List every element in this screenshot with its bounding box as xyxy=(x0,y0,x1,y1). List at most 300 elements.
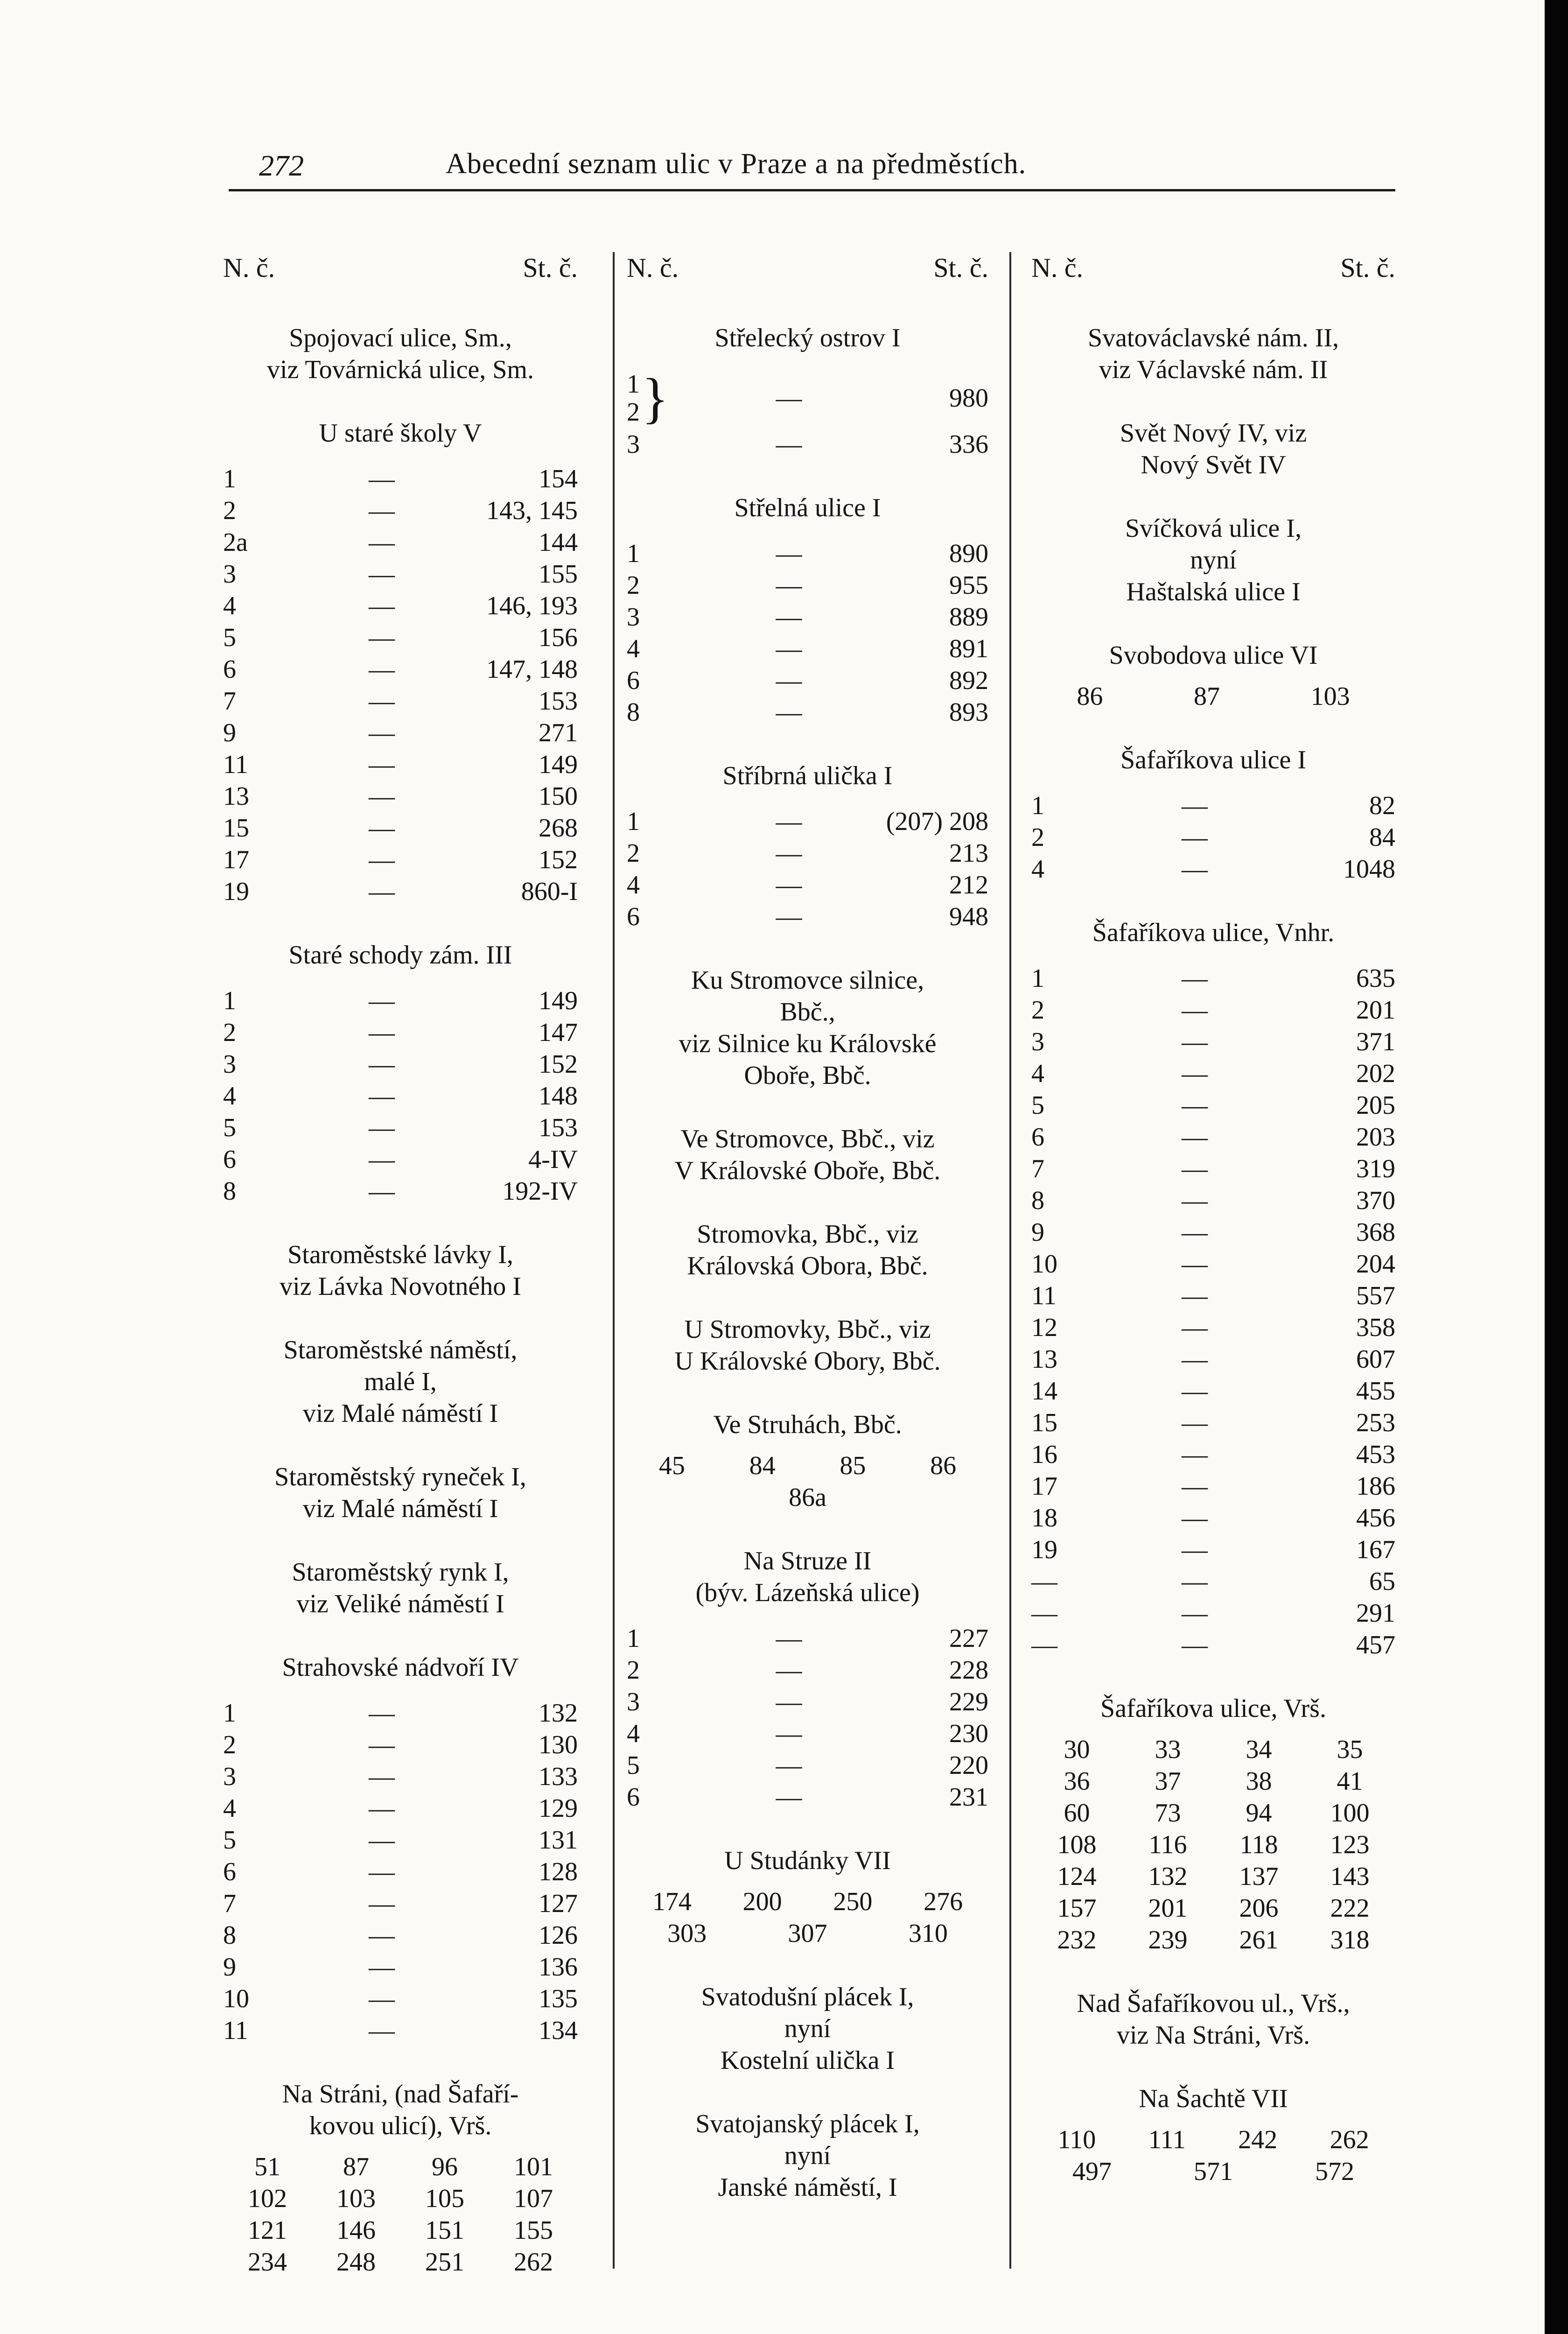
grid-cell: 41 xyxy=(1337,1767,1363,1796)
row-dash: — xyxy=(369,1762,395,1791)
street-entry xyxy=(1031,917,1395,1661)
street-name: Stříbrná ulička I xyxy=(722,761,893,790)
table-row xyxy=(627,665,988,696)
table-row xyxy=(627,368,988,429)
grid-cell: 151 xyxy=(425,2216,464,2245)
row-st-c: 457 xyxy=(1356,1631,1395,1659)
row-dash: — xyxy=(369,1177,395,1206)
column-heading xyxy=(223,252,578,285)
row-st-c: 135 xyxy=(539,1984,578,2013)
street-entry xyxy=(223,1461,578,1525)
street-entry xyxy=(1031,640,1395,712)
row-dash: — xyxy=(1182,1123,1208,1152)
table-row xyxy=(627,696,988,728)
street-entry xyxy=(223,1652,578,2046)
row-n-c: 7 xyxy=(1031,1154,1044,1183)
grid-cell: 146 xyxy=(336,2216,376,2245)
row-n-c: 5 xyxy=(627,1751,640,1780)
row-st-c: 213 xyxy=(949,839,988,868)
grid-cell: 33 xyxy=(1155,1735,1181,1764)
table-row xyxy=(627,1750,988,1781)
list-row xyxy=(627,1450,988,1482)
row-st-c: 291 xyxy=(1356,1599,1395,1628)
grid-cell: 100 xyxy=(1330,1799,1370,1828)
row-n-c: 4 xyxy=(1031,1059,1044,1088)
row-st-c: 891 xyxy=(949,634,988,663)
row-n-c: 2 xyxy=(627,839,640,868)
street-name: Na Stráni, (nad Šafaří- kovou ulicí), Vrš. xyxy=(282,2080,519,2140)
grid-cell: 87 xyxy=(343,2152,369,2181)
table-row xyxy=(627,806,988,837)
street-name: Svatováclavské nám. II, viz Václavské nám. II xyxy=(1087,323,1339,384)
grid-cell: 262 xyxy=(514,2248,553,2277)
heading-st-c: St. č. xyxy=(933,253,988,283)
row-n-c: 3 xyxy=(223,1762,236,1791)
table-row xyxy=(223,654,578,685)
row-st-c: 149 xyxy=(539,986,578,1015)
table-row xyxy=(223,812,578,844)
row-st-c: 192-IV xyxy=(502,1177,578,1206)
row-dash: — xyxy=(369,877,395,906)
row-dash: — xyxy=(776,1687,802,1716)
row-dash: — xyxy=(1182,855,1208,884)
table-row xyxy=(1031,790,1395,822)
row-st-c: 607 xyxy=(1356,1345,1395,1374)
table-row xyxy=(223,1697,578,1729)
row-n-c: 1 xyxy=(1031,964,1044,993)
table-row xyxy=(223,1951,578,1983)
brace-number: 2 xyxy=(627,398,640,427)
row-st-c: 227 xyxy=(949,1624,988,1653)
row-dash: — xyxy=(369,496,395,525)
street-entry xyxy=(627,322,988,460)
table-row xyxy=(1031,1026,1395,1058)
row-n-c: 2 xyxy=(223,1018,236,1047)
row-n-c: 15 xyxy=(1031,1408,1057,1437)
row-dash: — xyxy=(369,1050,395,1079)
street-name: Stromovka, Bbč., viz Královská Obora, Bbč. xyxy=(687,1220,928,1280)
row-st-c: 370 xyxy=(1356,1186,1395,1215)
row-st-c: 129 xyxy=(539,1794,578,1823)
row-st-c: 127 xyxy=(539,1889,578,1918)
grid-cell: 222 xyxy=(1330,1894,1370,1923)
table-row xyxy=(223,1824,578,1856)
row-st-c: 1048 xyxy=(1343,855,1395,884)
street-name: Staroměstské lávky I, viz Lávka Novotného I xyxy=(280,1240,521,1301)
row-n-c xyxy=(627,367,697,429)
row-dash: — xyxy=(776,871,802,900)
list-number: 250 xyxy=(833,1887,873,1916)
table-row xyxy=(1031,1090,1395,1121)
street-entry xyxy=(1031,2083,1395,2187)
row-dash: — xyxy=(369,623,395,652)
list-number: 572 xyxy=(1315,2157,1354,2186)
row-dash: — xyxy=(1182,1631,1208,1659)
row-dash: — xyxy=(776,1656,802,1685)
table-row xyxy=(1031,1216,1395,1248)
row-n-c: 10 xyxy=(1031,1250,1057,1279)
table-row xyxy=(223,1144,578,1175)
row-n-c: 6 xyxy=(627,902,640,931)
grid-cell: 124 xyxy=(1057,1862,1097,1891)
table-row xyxy=(627,1686,988,1718)
street-name: Staroměstský ryneček I, viz Malé náměstí I xyxy=(274,1462,526,1523)
row-dash: — xyxy=(369,1730,395,1759)
table-row xyxy=(223,1919,578,1951)
street-name: Staré schody zám. III xyxy=(288,941,512,970)
list-number: 174 xyxy=(652,1887,692,1916)
row-n-c: 15 xyxy=(223,814,249,843)
row-dash: — xyxy=(369,1082,395,1111)
grid-cell: 94 xyxy=(1246,1799,1272,1828)
row-n-c: 9 xyxy=(1031,1218,1044,1247)
row-n-c: 5 xyxy=(223,1113,236,1142)
row-dash: — xyxy=(1182,1535,1208,1564)
row-dash: — xyxy=(776,902,802,931)
row-st-c: 131 xyxy=(539,1826,578,1855)
row-n-c: 8 xyxy=(223,1921,236,1950)
row-dash: — xyxy=(776,430,802,459)
street-name: U staré školy V xyxy=(319,419,482,448)
page-title: Abecední seznam ulic v Praze a na předměstích. xyxy=(446,148,1027,180)
number-table xyxy=(627,538,988,728)
row-dash: — xyxy=(1182,791,1208,820)
grid-cell: 318 xyxy=(1330,1926,1370,1954)
street-name: Staroměstské náměstí, malé I, viz Malé náměstí I xyxy=(283,1336,518,1428)
list-number: 262 xyxy=(1330,2125,1369,2154)
row-dash: — xyxy=(776,603,802,632)
street-entry xyxy=(1031,322,1395,386)
number-list xyxy=(1031,681,1395,712)
row-dash: — xyxy=(1182,1599,1208,1628)
row-n-c: 6 xyxy=(223,655,236,684)
row-n-c: 14 xyxy=(1031,1377,1057,1406)
row-st-c: 860-I xyxy=(521,877,578,906)
row-st-c: 186 xyxy=(1356,1472,1395,1501)
street-name: Svět Nový IV, viz Nový Svět IV xyxy=(1120,419,1307,479)
row-n-c: 8 xyxy=(223,1177,236,1206)
row-st-c: 136 xyxy=(539,1953,578,1982)
list-number: 85 xyxy=(840,1451,866,1480)
row-dash: — xyxy=(369,1921,395,1950)
list-number: 497 xyxy=(1072,2157,1112,2186)
row-dash: — xyxy=(776,384,802,413)
brace-numbers xyxy=(627,370,640,426)
street-entry xyxy=(627,964,988,1091)
row-dash: — xyxy=(1182,823,1208,852)
street-entry xyxy=(1031,417,1395,481)
table-row xyxy=(1031,1439,1395,1470)
row-st-c: 231 xyxy=(949,1783,988,1812)
row-st-c: 154 xyxy=(539,464,578,493)
row-dash: — xyxy=(369,1018,395,1047)
table-row xyxy=(223,1761,578,1793)
row-dash: — xyxy=(369,782,395,811)
table-row xyxy=(627,601,988,633)
row-dash: — xyxy=(369,986,395,1015)
number-table xyxy=(627,806,988,933)
table-row xyxy=(223,685,578,717)
street-entry xyxy=(1031,1693,1395,1956)
row-n-c: 2 xyxy=(627,571,640,600)
street-entry xyxy=(627,760,988,933)
row-dash: — xyxy=(1182,1313,1208,1342)
row-st-c: 205 xyxy=(1356,1091,1395,1120)
row-n-c: 5 xyxy=(1031,1091,1044,1120)
table-row xyxy=(223,717,578,749)
street-entry xyxy=(627,492,988,728)
row-n-c: 1 xyxy=(627,807,640,836)
row-dash: — xyxy=(1182,1027,1208,1056)
list-number: 86a xyxy=(789,1483,826,1512)
row-n-c: — xyxy=(1031,1599,1057,1628)
street-name: Na Šachtě VII xyxy=(1139,2084,1288,2113)
row-st-c: 156 xyxy=(539,623,578,652)
street-name: Šafaříkova ulice, Vrš. xyxy=(1100,1694,1326,1723)
grid-cell: 37 xyxy=(1155,1767,1181,1796)
grid-cell: 155 xyxy=(514,2216,553,2245)
row-n-c: 1 xyxy=(223,1699,236,1728)
list-number: 310 xyxy=(908,1919,948,1948)
row-st-c: 144 xyxy=(539,528,578,557)
street-name: Strahovské nádvoří IV xyxy=(282,1653,519,1682)
grid-cell: 137 xyxy=(1239,1862,1279,1891)
grid-cell: 234 xyxy=(248,2248,287,2277)
row-st-c: 268 xyxy=(539,814,578,843)
row-n-c: 1 xyxy=(1031,791,1044,820)
row-st-c: 4-IV xyxy=(528,1145,578,1174)
list-number: 103 xyxy=(1310,682,1350,711)
row-st-c: 150 xyxy=(539,782,578,811)
street-name: Šafaříkova ulice, Vnhr. xyxy=(1092,918,1335,947)
row-n-c: 4 xyxy=(223,1794,236,1823)
heading-st-c: St. č. xyxy=(523,253,578,283)
table-row xyxy=(627,837,988,869)
grid-cell: 101 xyxy=(514,2152,553,2181)
table-row xyxy=(1031,1312,1395,1343)
row-dash: — xyxy=(1182,1504,1208,1533)
street-name: Ve Struhách, Bbč. xyxy=(713,1410,902,1439)
row-st-c: 167 xyxy=(1356,1535,1395,1564)
row-n-c: 1 xyxy=(223,986,236,1015)
row-n-c: 2 xyxy=(627,1656,640,1685)
row-st-c: 358 xyxy=(1356,1313,1395,1342)
number-table xyxy=(1031,963,1395,1661)
grid-row xyxy=(1031,1734,1395,1765)
row-n-c: 9 xyxy=(223,718,236,747)
row-dash: — xyxy=(776,1751,802,1780)
row-st-c: 152 xyxy=(539,845,578,874)
table-row xyxy=(1031,1407,1395,1439)
table-row xyxy=(223,1729,578,1761)
street-entry xyxy=(223,417,578,907)
grid-cell: 206 xyxy=(1239,1894,1279,1923)
row-st-c: 271 xyxy=(539,718,578,747)
grid-cell: 105 xyxy=(425,2184,464,2213)
page-number: 272 xyxy=(259,149,304,182)
column-heading xyxy=(627,252,988,285)
street-name: Ve Stromovce, Bbč., viz V Královské Oboře, Bbč. xyxy=(674,1125,941,1185)
table-row xyxy=(1031,1343,1395,1375)
table-row xyxy=(223,622,578,654)
table-row xyxy=(1031,1534,1395,1566)
row-dash: — xyxy=(1182,1281,1208,1310)
row-st-c: 889 xyxy=(949,603,988,632)
row-st-c: 890 xyxy=(949,539,988,568)
row-st-c: 228 xyxy=(949,1656,988,1685)
grid-row xyxy=(1031,1829,1395,1861)
grid-cell: 35 xyxy=(1337,1735,1363,1764)
grid-row xyxy=(1031,1765,1395,1797)
table-row xyxy=(223,558,578,590)
grid-cell: 34 xyxy=(1246,1735,1272,1764)
row-st-c: 980 xyxy=(949,384,988,413)
row-st-c: 155 xyxy=(539,560,578,589)
row-dash: — xyxy=(776,807,802,836)
list-number: 200 xyxy=(742,1887,782,1916)
row-st-c: 82 xyxy=(1369,791,1395,820)
row-n-c: 4 xyxy=(627,871,640,900)
table-row xyxy=(1031,1121,1395,1153)
grid-row xyxy=(1031,1924,1395,1956)
street-name: Ku Stromovce silnice, Bbč., viz Silnice ku Královské Oboře, Bbč. xyxy=(679,966,937,1090)
grid-row xyxy=(223,2151,578,2183)
table-row xyxy=(627,1718,988,1750)
row-st-c: 453 xyxy=(1356,1440,1395,1469)
row-dash: — xyxy=(776,666,802,695)
list-number: 84 xyxy=(749,1451,776,1480)
table-row xyxy=(1031,1597,1395,1629)
row-n-c: 8 xyxy=(1031,1186,1044,1215)
row-st-c: 220 xyxy=(949,1751,988,1780)
table-row xyxy=(223,495,578,527)
row-n-c: 9 xyxy=(223,1953,236,1982)
row-dash: — xyxy=(1182,1250,1208,1279)
row-dash: — xyxy=(776,539,802,568)
grid-row xyxy=(1031,1892,1395,1924)
street-entry xyxy=(627,1545,988,1813)
row-st-c: 146, 193 xyxy=(486,591,578,620)
row-n-c: 7 xyxy=(223,1889,236,1918)
row-st-c: 253 xyxy=(1356,1408,1395,1437)
table-row xyxy=(1031,1058,1395,1090)
street-name: Spojovací ulice, Sm., viz Továrnická ulice, Sm. xyxy=(266,323,534,384)
row-n-c: 3 xyxy=(1031,1027,1044,1056)
grid-cell: 123 xyxy=(1330,1830,1370,1859)
table-row xyxy=(1031,1153,1395,1185)
column-heading xyxy=(1031,252,1395,285)
grid-cell: 157 xyxy=(1057,1894,1097,1923)
table-row xyxy=(223,876,578,907)
list-number: 111 xyxy=(1148,2125,1186,2154)
row-st-c: 893 xyxy=(949,698,988,727)
list-row xyxy=(1031,2156,1395,2187)
row-dash: — xyxy=(776,571,802,600)
row-n-c: 6 xyxy=(223,1857,236,1886)
street-name: U Stromovky, Bbč., viz U Královské Obory, Bbč. xyxy=(674,1315,941,1376)
grid-cell: 201 xyxy=(1148,1894,1188,1923)
column-2 xyxy=(627,252,988,2235)
row-st-c: 336 xyxy=(949,430,988,459)
row-dash: — xyxy=(369,1145,395,1174)
list-row xyxy=(627,1886,988,1918)
table-row xyxy=(1031,963,1395,994)
row-n-c: 2 xyxy=(1031,823,1044,852)
column-1 xyxy=(223,252,578,2310)
row-n-c: 7 xyxy=(223,687,236,716)
row-st-c: 368 xyxy=(1356,1218,1395,1247)
row-n-c: 16 xyxy=(1031,1440,1057,1469)
row-n-c: — xyxy=(1031,1631,1057,1659)
street-entry xyxy=(627,1218,988,1282)
street-name: U Studánky VII xyxy=(724,1846,891,1875)
column-3 xyxy=(1031,252,1395,2219)
row-dash: — xyxy=(776,1624,802,1653)
row-dash: — xyxy=(369,2016,395,2045)
row-dash: — xyxy=(1182,1377,1208,1406)
row-st-c: 202 xyxy=(1356,1059,1395,1088)
grid-row xyxy=(223,2183,578,2214)
grid-cell: 51 xyxy=(254,2152,280,2181)
brace-glyph: } xyxy=(642,367,669,429)
grid-cell: 143 xyxy=(1330,1862,1370,1891)
row-dash: — xyxy=(776,698,802,727)
table-row xyxy=(223,1048,578,1080)
heading-n-c: N. č. xyxy=(627,253,679,283)
table-row xyxy=(223,749,578,780)
grid-cell: 132 xyxy=(1148,1862,1188,1891)
street-name: Svobodova ulice VI xyxy=(1109,641,1318,670)
street-entry xyxy=(1031,513,1395,608)
list-number: 307 xyxy=(788,1919,827,1948)
row-st-c: 126 xyxy=(539,1921,578,1950)
row-st-c: 230 xyxy=(949,1719,988,1748)
number-table xyxy=(1031,790,1395,885)
row-n-c: 17 xyxy=(1031,1472,1057,1501)
number-table xyxy=(223,1697,578,2046)
list-row xyxy=(1031,2124,1395,2156)
row-dash: — xyxy=(369,1889,395,1918)
row-dash: — xyxy=(1182,1408,1208,1437)
table-row xyxy=(627,429,988,460)
table-row xyxy=(223,590,578,622)
row-n-c: 17 xyxy=(223,845,249,874)
street-name: Šafaříkova ulice I xyxy=(1120,745,1307,774)
grid-row xyxy=(1031,1797,1395,1829)
row-dash: — xyxy=(369,464,395,493)
table-row xyxy=(223,527,578,558)
row-dash: — xyxy=(369,718,395,747)
street-name: Svatodušní plácek I, nyní Kostelní ulička I xyxy=(701,1982,914,2075)
table-row xyxy=(627,569,988,601)
grid-cell: 248 xyxy=(336,2248,376,2277)
row-dash: — xyxy=(1182,996,1208,1025)
row-dash: — xyxy=(369,1794,395,1823)
row-st-c: 133 xyxy=(539,1762,578,1791)
table-row xyxy=(223,1793,578,1824)
row-dash: — xyxy=(1182,1218,1208,1247)
street-name: Nad Šafaříkovou ul., Vrš., viz Na Stráni, Vrš. xyxy=(1077,1989,1350,2050)
table-row xyxy=(223,1080,578,1112)
street-entry xyxy=(223,939,578,1207)
row-st-c: 153 xyxy=(539,687,578,716)
number-table xyxy=(223,463,578,907)
table-row xyxy=(627,1654,988,1686)
row-n-c: 2 xyxy=(1031,996,1044,1025)
street-name: Střelná ulice I xyxy=(734,493,881,522)
row-n-c: 4 xyxy=(627,634,640,663)
grid-cell: 30 xyxy=(1064,1735,1090,1764)
